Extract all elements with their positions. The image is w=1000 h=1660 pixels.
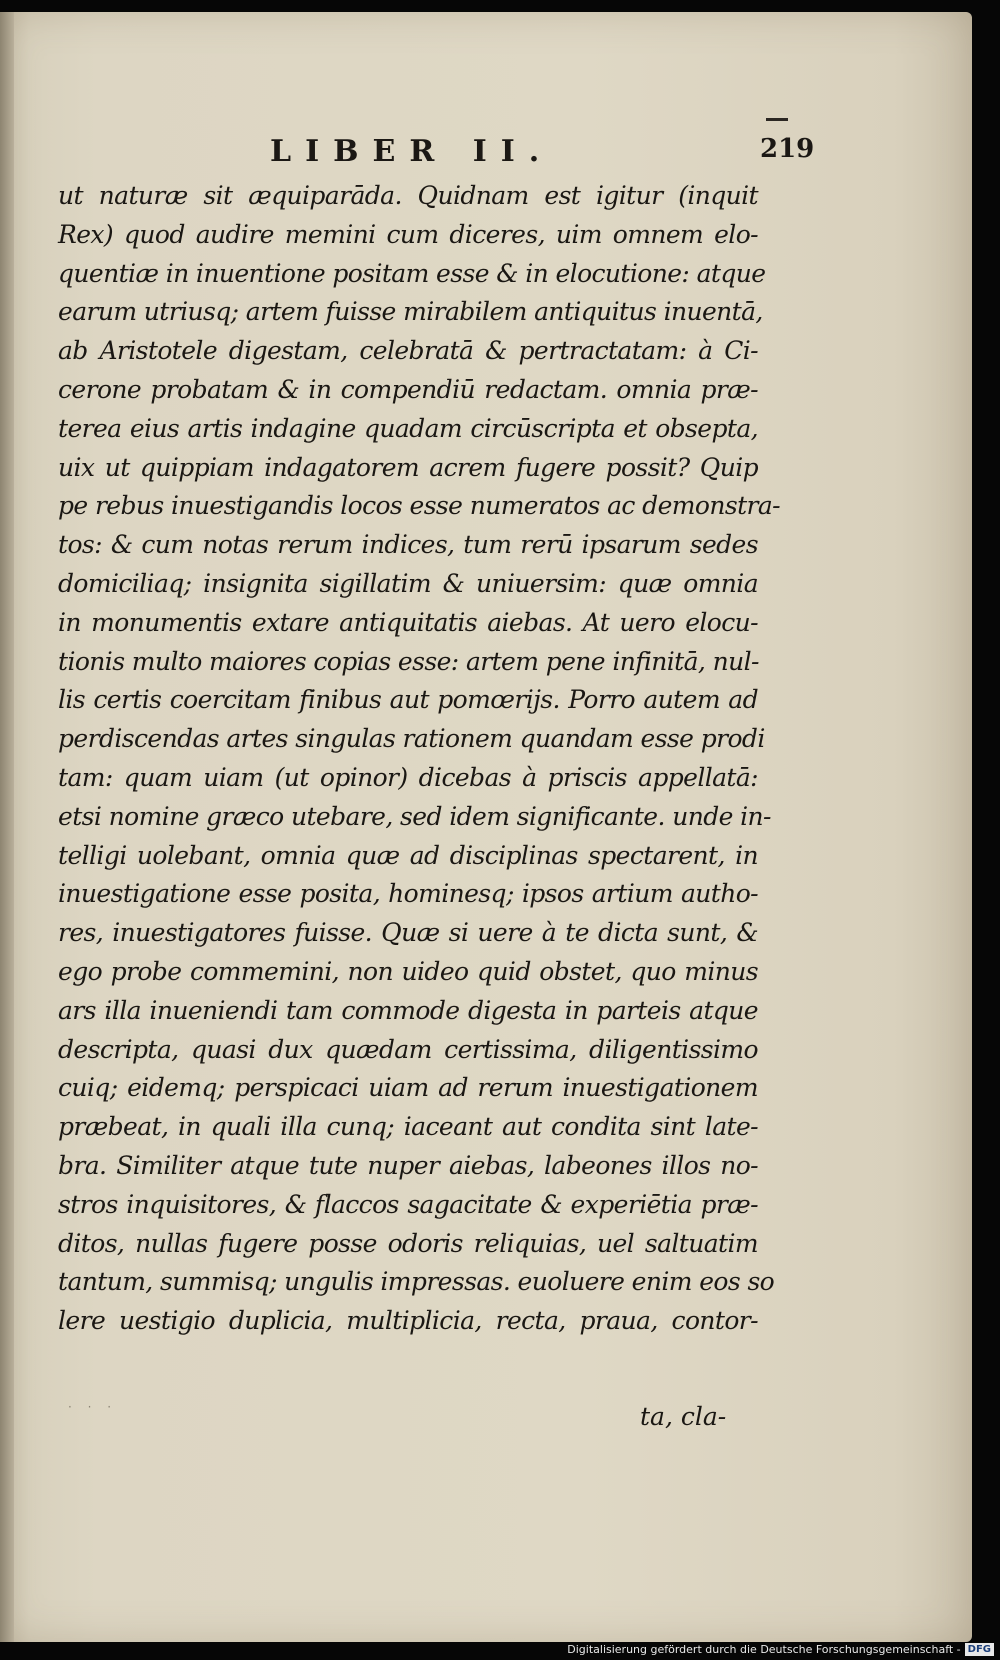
text-line: bra. Similiter atque tute nuper aiebas, labeones illos no-: [58, 1150, 758, 1180]
text-line: in monumentis extare antiquitatis aiebas. At uero elocu-: [58, 607, 758, 637]
text-line: ab Aristotele digestam, celebratā & pertractatam: à Ci-: [58, 336, 758, 366]
text-line: descripta, quasi dux quædam certissima, diligentissimo: [58, 1034, 758, 1064]
text-line: quentiæ in inuentione positam esse & in elocutione: atque: [58, 258, 766, 288]
text-line: stros inquisitores, & flaccos sagacitate & experiētia præ-: [58, 1189, 758, 1219]
text-line: ut naturæ sit æquiparāda. Quidnam est igitur (inquit: [58, 181, 758, 210]
text-line: res, inuestigatores fuisse. Quæ si uere à te dicta sunt, &: [58, 918, 758, 948]
text-line: ditos, nullas fugere posse odoris reliquias, uel saltuatim: [58, 1228, 758, 1258]
text-line: uix ut quippiam indagatorem acrem fugere possit? Quip: [58, 452, 758, 482]
text-line: cuiq; eidemq; perspicaci uiam ad rerum inuestigationem: [58, 1073, 758, 1103]
text-line: ars illa inueniendi tam commode digesta in parteis atque: [58, 995, 758, 1025]
text-line: tantum, summisq; ungulis impressas. euoluere enim eos so: [58, 1267, 775, 1297]
text-line: cerone probatam & in compendiū redactam. omnia præ-: [58, 374, 758, 404]
text-line: præbeat, in quali illa cunq; iaceant aut condita sint late-: [58, 1112, 758, 1142]
book-page: [0, 12, 972, 1642]
text-line: perdiscendas artes singulas rationem quandam esse prodi: [58, 724, 765, 754]
running-head: LIBER II.: [270, 134, 554, 169]
text-line: lis certis coercitam finibus aut pomœrijs. Porro autem ad: [58, 685, 758, 715]
text-line: domiciliaq; insignita sigillatim & uniuersim: quæ omnia: [58, 568, 758, 598]
text-line: telligi uolebant, omnia quæ ad disciplinas spectarent, in: [58, 840, 758, 870]
text-line: tos: & cum notas rerum indices, tum rerū ipsarum sedes: [58, 530, 758, 560]
digitization-credit: [567, 1643, 994, 1656]
text-line: terea eius artis indagine quadam circūscripta et obsepta,: [58, 413, 758, 443]
body-text: [58, 177, 781, 1341]
dfg-logo: DFG: [965, 1643, 994, 1656]
folio-mark: [766, 118, 788, 121]
text-line: etsi nomine græco utebare, sed idem significante. unde in-: [58, 801, 771, 831]
text-line: ego probe commemini, non uideo quid obstet, quo minus: [58, 956, 758, 986]
ink-specks: · · ·: [68, 1400, 118, 1414]
credit-text: Digitalisierung gefördert durch die Deutsche Forschungsgemeinschaft -: [567, 1643, 961, 1656]
text-line: tam: quam uiam (ut opinor) dicebas à priscis appellatā:: [58, 762, 758, 792]
text-line: earum utriusq; artem fuisse mirabilem antiquitus inuentā,: [58, 297, 763, 327]
text-line: lere uestigio duplicia, multiplicia, recta, praua, contor-: [58, 1306, 758, 1336]
page-number: 219: [760, 134, 815, 164]
text-line: tionis multo maiores copias esse: artem pene infinitā, nul-: [58, 646, 759, 676]
text-line: Rex) quod audire memini cum diceres, uim omnem elo-: [58, 219, 758, 249]
text-line: inuestigatione esse posita, hominesq; ipsos artium autho-: [58, 879, 758, 909]
catchword: ta, cla-: [640, 1402, 727, 1431]
text-line: pe rebus inuestigandis locos esse numeratos ac demonstra-: [58, 491, 781, 521]
